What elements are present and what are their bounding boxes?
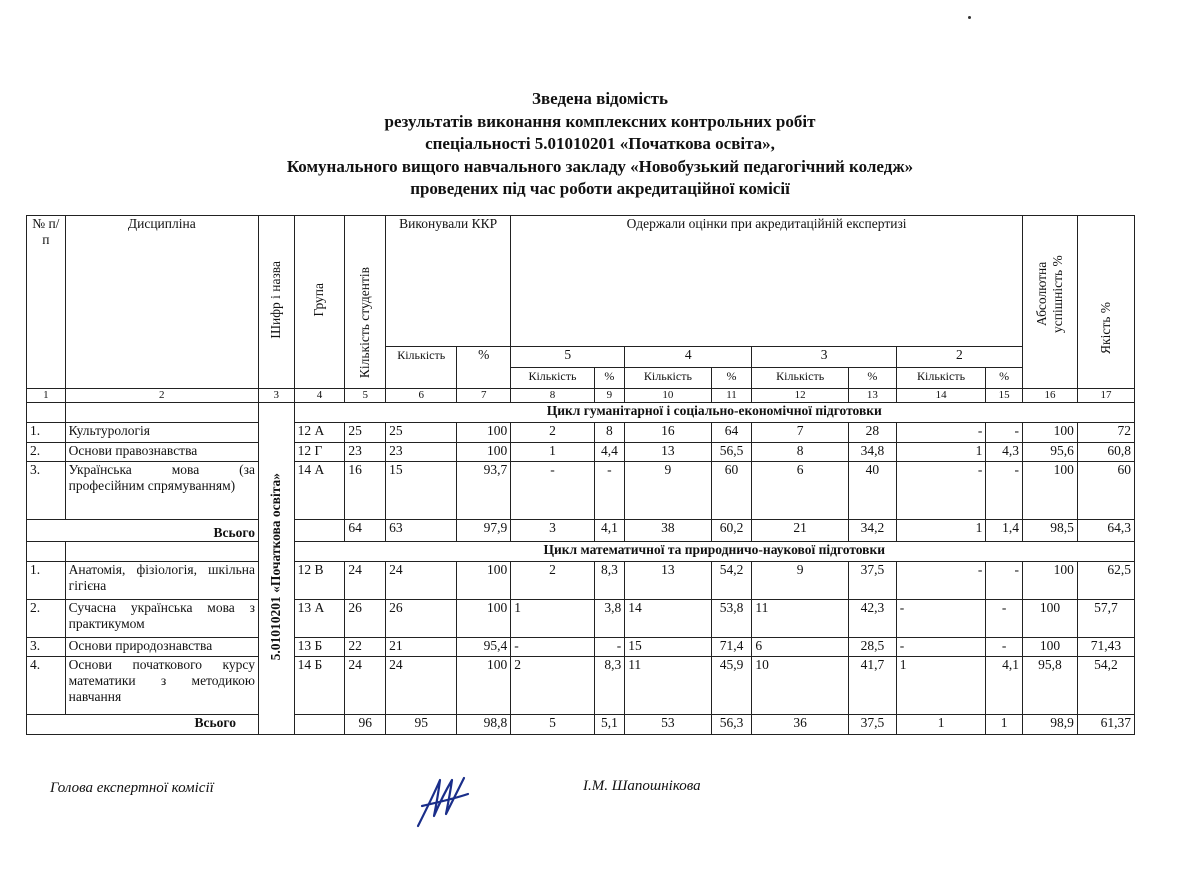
colnum: 7	[457, 389, 511, 403]
colnum: 14	[896, 389, 986, 403]
colnum: 6	[386, 389, 457, 403]
title-line-2: результатів виконання комплексних контрольних робіт	[384, 111, 816, 131]
header-row-1	[27, 216, 1135, 347]
g5-qty-header: Кількість	[511, 368, 594, 389]
col-performed-header: Виконували ККР	[386, 216, 511, 347]
g4-pct-header: %	[711, 368, 752, 389]
table-row: 4. Основи початкового курсу математики з методикою навчання 14 Б 24 24 100 2 8,3 11 45,9 10 41,7 1 4,1 95,8 54,2	[27, 657, 1135, 715]
total-row: Всього 96 95 98,8 5 5,1 53 56,3 36 37,5 1 1 98,9 61,37	[27, 715, 1135, 735]
section-1-row	[27, 403, 1135, 423]
col-group-header	[294, 216, 345, 389]
document-title	[0, 88, 1200, 201]
results-table	[26, 215, 1135, 735]
col-quality-header	[1077, 216, 1134, 389]
section-2-title: Цикл математичної та природничо-наукової підготовки	[294, 542, 1134, 562]
table-row: 1. Культурологія 12 А 25 25 100 2 8 16 64 7 28 - - 100 72	[27, 423, 1135, 443]
g3-pct-header: %	[848, 368, 896, 389]
col-num-header: № п/п	[27, 216, 66, 389]
section-1-title: Цикл гуманітарної і соціально-економічної підготовки	[294, 403, 1134, 423]
title-line-4: Комунального вищого навчального закладу «Новобузький педагогічний коледж»	[286, 156, 914, 176]
students-count-label: Кількість студентів	[357, 266, 373, 378]
grade-3-header: 3	[752, 347, 896, 368]
col-students-header	[345, 216, 386, 389]
col-discipline-header: Дисципліна	[65, 216, 258, 389]
handwritten-signature	[412, 770, 472, 837]
colnum: 12	[752, 389, 849, 403]
grade-5-header: 5	[511, 347, 625, 368]
colnum: 5	[345, 389, 386, 403]
table-row: 2. Основи правознавства 12 Г 23 23 100 1 4,4 13 56,5 8 34,8 1 4,3 95,6 60,8	[27, 443, 1135, 462]
title-line-3: спеціальності 5.01010201 «Початкова освіта»,	[425, 134, 775, 153]
colnum: 4	[294, 389, 345, 403]
table-row: 2. Сучасна українська мова з практикумом 13 А 26 26 100 1 3,8 14 53,8 11 42,3 - - 100 57,7	[27, 600, 1135, 638]
title-line-1: Зведена відомість	[531, 89, 669, 108]
column-numbers-row	[27, 389, 1135, 403]
group-label: Група	[311, 283, 327, 317]
colnum: 1	[27, 389, 66, 403]
g4-qty-header: Кількість	[625, 368, 711, 389]
colnum: 13	[848, 389, 896, 403]
colnum: 15	[986, 389, 1023, 403]
specialty-code-cell	[258, 403, 294, 735]
colnum: 8	[511, 389, 594, 403]
grade-4-header: 4	[625, 347, 752, 368]
scan-dot	[968, 16, 971, 19]
g3-qty-header: Кількість	[752, 368, 849, 389]
colnum: 3	[258, 389, 294, 403]
g2-pct-header: %	[986, 368, 1023, 389]
colnum: 10	[625, 389, 711, 403]
table-row: 3. Українська мова (за професійним спрямуванням) 14 А 16 15 93,7 - - 9 60 6 40 - - 100 60	[27, 462, 1135, 520]
colnum: 9	[594, 389, 625, 403]
grade-2-header: 2	[896, 347, 1022, 368]
table-row: 1. Анатомія, фізіологія, шкільна гігієна 12 В 24 24 100 2 8,3 13 54,2 9 37,5 - - 100 62,5	[27, 562, 1135, 600]
col-absolute-header	[1022, 216, 1077, 389]
total-row: Всього 64 63 97,9 3 4,1 38 60,2 21 34,2 1 1,4 98,5 64,3	[27, 520, 1135, 542]
specialty-code: 5.01010201 «Початкова освіта»	[268, 472, 284, 661]
footer-signatory-name: І.М. Шапошнікова	[583, 778, 701, 794]
code-name-label: Шифр і назва	[268, 261, 284, 339]
footer-commission-head: Голова експертної комісії	[50, 780, 214, 796]
table-row: 3. Основи природознавства 13 Б 22 21 95,4 - - 15 71,4 6 28,5 - - 100 71,43	[27, 638, 1135, 657]
performed-qty-header: Кількість	[386, 347, 457, 389]
colnum: 17	[1077, 389, 1134, 403]
g5-pct-header: %	[594, 368, 625, 389]
colnum: 16	[1022, 389, 1077, 403]
col-code-header	[258, 216, 294, 389]
section-2-row	[27, 542, 1135, 562]
absolute-label: Абсолютна успішність %	[1033, 255, 1065, 333]
title-line-5: проведених під час роботи акредитаційної комісії	[410, 179, 790, 198]
colnum: 2	[65, 389, 258, 403]
quality-label: Якість %	[1097, 302, 1113, 354]
colnum: 11	[711, 389, 752, 403]
g2-qty-header: Кількість	[896, 368, 986, 389]
col-grades-header: Одержали оцінки при акредитаційній експертизі	[511, 216, 1023, 347]
performed-pct-header: %	[457, 347, 511, 389]
